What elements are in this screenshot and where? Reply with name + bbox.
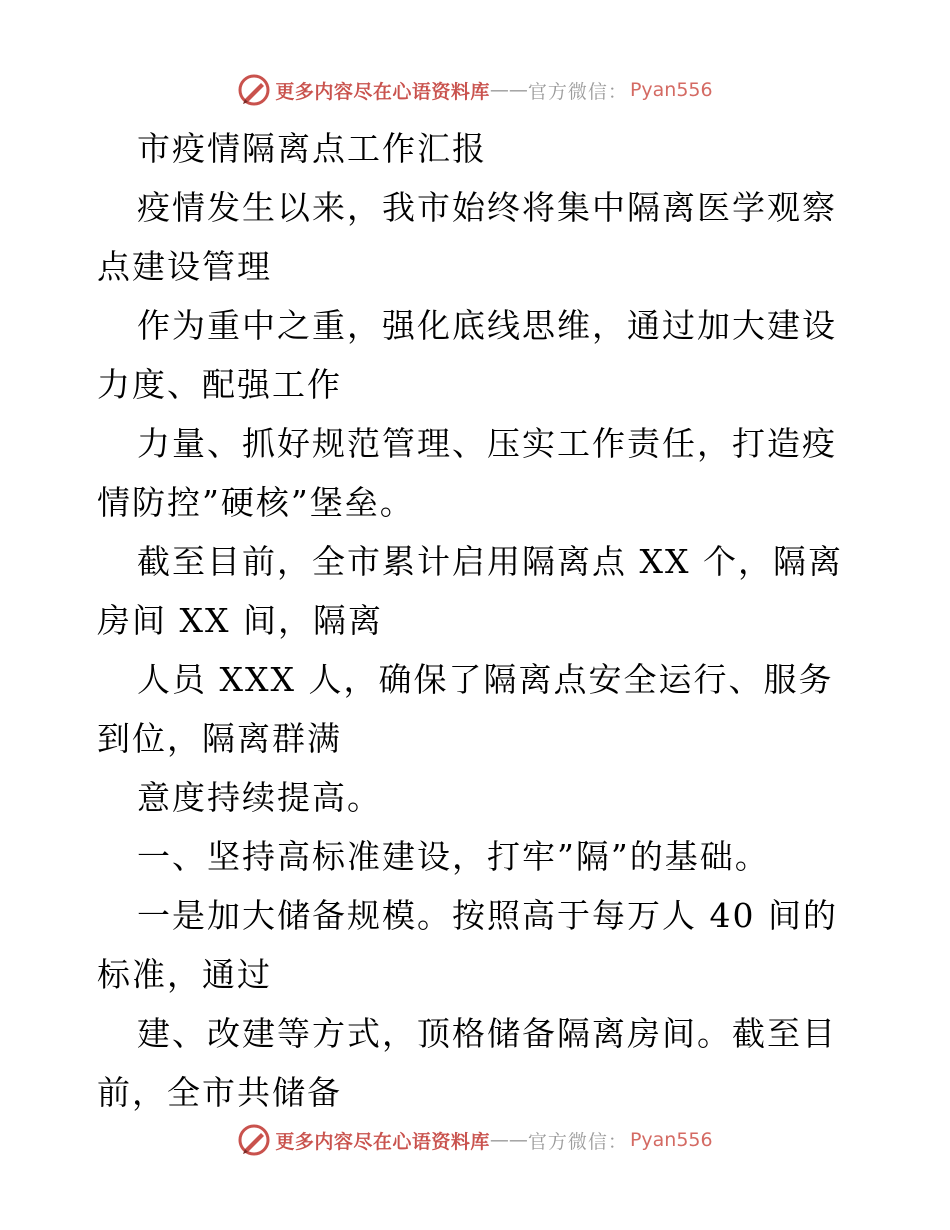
banner-separator: —— xyxy=(489,1129,528,1151)
banner-ad-text: 更多内容尽在心语资料库 xyxy=(275,80,490,103)
banner-wechat-id: Pyan556 xyxy=(629,1129,713,1151)
paragraph-2: 作为重中之重，强化底线思维，通过加大建设力度、配强工作 xyxy=(97,306,837,404)
banner-wechat-label: 官方微信： xyxy=(527,1130,628,1153)
paragraph-1: 疫情发生以来，我市始终将集中隔离医学观察点建设管理 xyxy=(97,188,837,286)
document-title: 市疫情隔离点工作汇报 xyxy=(137,129,487,168)
paragraph-4: 截至目前，全市累计启用隔离点 XX 个，隔离房间 XX 间，隔离 xyxy=(97,542,843,640)
pen-logo-icon xyxy=(237,1123,271,1157)
footer-banner xyxy=(0,1120,950,1160)
banner-wechat-id: Pyan556 xyxy=(629,79,713,101)
paragraph-8: 建、改建等方式，顶格储备隔离房间。截至目前，全市共储备 xyxy=(97,1014,837,1112)
pen-logo-icon xyxy=(237,73,271,107)
paragraph-3: 力量、抓好规范管理、压实工作责任，打造疫情防控”硬核”堡垒。 xyxy=(97,424,837,522)
section-heading-1: 一、坚持高标准建设，打牢”隔”的基础。 xyxy=(137,837,770,876)
paragraph-5: 人员 XXX 人，确保了隔离点安全运行、服务到位，隔离群满 xyxy=(97,660,834,758)
paragraph-6: 意度持续提高。 xyxy=(137,778,382,817)
banner-separator: —— xyxy=(489,79,528,101)
banner-wechat-label: 官方微信： xyxy=(527,80,628,103)
document-body xyxy=(97,119,857,1122)
banner-ad-text: 更多内容尽在心语资料库 xyxy=(275,1130,490,1153)
header-banner xyxy=(0,70,950,110)
paragraph-7: 一是加大储备规模。按照高于每万人 40 间的标准，通过 xyxy=(97,896,838,994)
